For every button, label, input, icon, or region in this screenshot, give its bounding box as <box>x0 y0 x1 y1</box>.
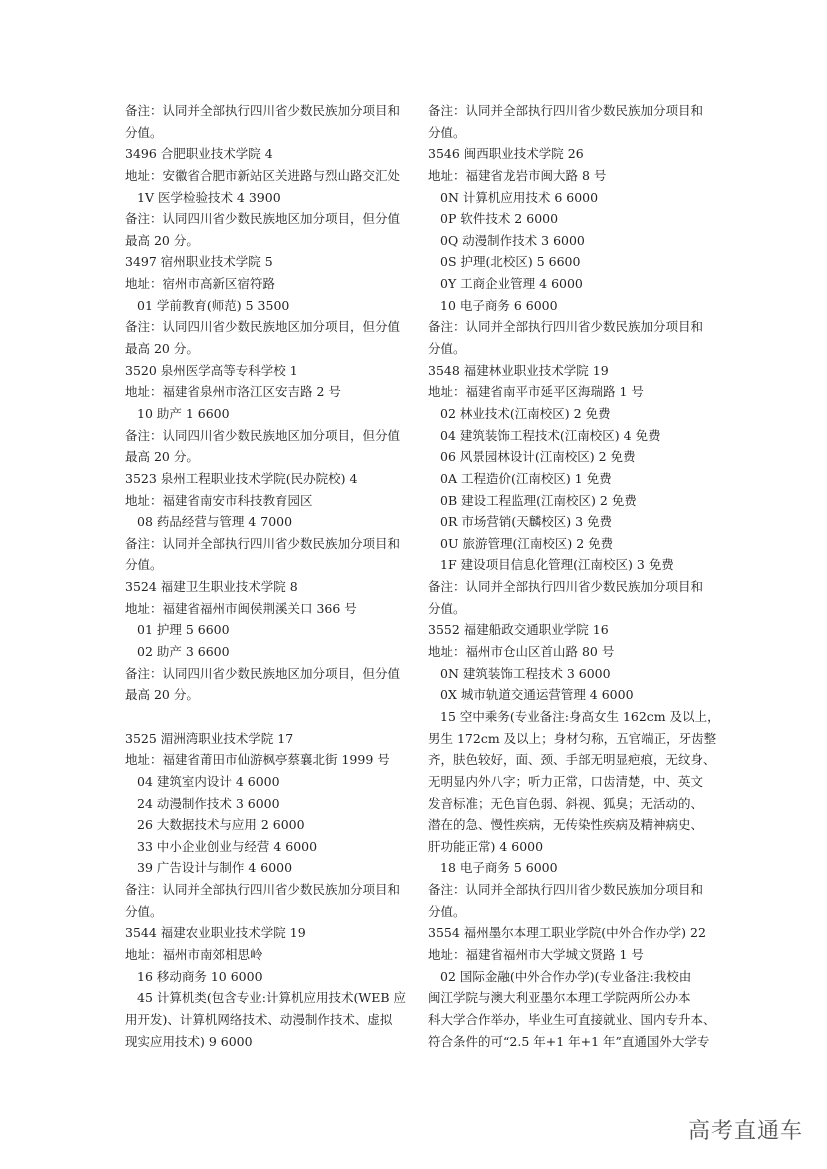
text-line: 地址：安徽省合肥市新站区关进路与烈山路交汇处 <box>125 167 401 183</box>
program-line: 39 广告设计与制作 4 6000 <box>137 860 293 876</box>
text-line <box>125 706 405 728</box>
text-line: 符合条件的可“2.5 年+1 年+1 年”直通国外大学专 <box>428 1033 710 1049</box>
text-line: 备注：认同四川省少数民族地区加分项目，但分值 <box>125 211 401 227</box>
program-line: 24 动漫制作技术 3 6000 <box>137 795 280 811</box>
program-line: 02 林业技术(江南校区) 2 免费 <box>440 405 611 421</box>
text-line: 备注：认同四川省少数民族地区加分项目，但分值 <box>125 665 401 681</box>
text-line: 备注：认同并全部执行四川省少数民族加分项目和 <box>428 103 704 118</box>
text-line: 地址：福建省南安市科技教育园区 <box>125 492 313 508</box>
program-line: 33 中小企业创业与经营 4 6000 <box>137 838 318 854</box>
text-line: 地址：福建省泉州市洛江区安吉路 2 号 <box>125 384 341 400</box>
text-line: 备注：认同并全部执行四川省少数民族加分项目和 <box>428 319 704 335</box>
right-column <box>428 100 720 1052</box>
program-line: 0N 计算机应用技术 6 6000 <box>440 189 599 205</box>
text-line: 齐，肤色较好，面、颈、手部无明显疤痕，无纹身、 <box>428 752 716 768</box>
text-line: 3552 福建船政交通职业学院 16 <box>428 622 609 638</box>
text-line: 地址：福州市南郊相思岭 <box>125 946 263 962</box>
text-line: 闽江学院与澳大利亚墨尔本理工学院两所公办本 <box>428 990 691 1006</box>
program-line: 0Q 动漫制作技术 3 6000 <box>440 232 585 248</box>
program-line: 01 学前教育(师范) 5 3500 <box>137 297 290 313</box>
text-line: 分值。 <box>125 903 163 919</box>
text-line: 地址：福建省福州市大学城文贤路 1 号 <box>428 946 644 962</box>
text-line: 3497 宿州职业技术学院 5 <box>125 254 273 270</box>
program-line: 18 电子商务 5 6000 <box>440 860 558 876</box>
text-line: 分值。 <box>125 124 163 140</box>
program-line: 16 移动商务 10 6000 <box>137 968 263 984</box>
text-line: 3524 福建卫生职业技术学院 8 <box>125 579 298 595</box>
text-line: 分值。 <box>125 557 163 573</box>
text-line: 备注：认同四川省少数民族地区加分项目，但分值 <box>125 319 401 335</box>
text-line: 肝功能正常) 4 6000 <box>428 838 544 854</box>
program-line: 01 护理 5 6600 <box>137 622 230 638</box>
text-line: 地址：福建省龙岩市闽大路 8 号 <box>428 167 607 183</box>
text-line: 现实应用技术) 9 6000 <box>125 1033 253 1049</box>
program-line: 0A 工程造价(江南校区) 1 免费 <box>440 470 612 486</box>
text-line: 3523 泉州工程职业技术学院(民办院校) 4 <box>125 470 358 486</box>
text-line: 地址：福建省莆田市仙游枫亭蔡襄北街 1999 号 <box>125 752 390 768</box>
program-line: 08 药品经营与管理 4 7000 <box>137 514 293 530</box>
program-line: 0R 市场营销(天麟校区) 3 免费 <box>440 514 612 530</box>
program-line: 10 助产 1 6600 <box>137 405 230 421</box>
text-line: 备注：认同并全部执行四川省少数民族加分项目和 <box>428 579 704 595</box>
text-line: 3496 合肥职业技术学院 4 <box>125 146 273 162</box>
program-line: 45 计算机类(包含专业:计算机应用技术(WEB 应 <box>137 990 406 1006</box>
text-line: 地址：福州市仓山区首山路 80 号 <box>428 644 615 660</box>
text-line: 科大学合作举办，毕业生可直接就业、国内专升本、 <box>428 1011 716 1027</box>
text-line: 地址：福建省福州市闽侯荆溪关口 366 号 <box>125 600 357 616</box>
program-line: 0Y 工商企业管理 4 6000 <box>440 276 583 292</box>
text-line: 备注：认同并全部执行四川省少数民族加分项目和 <box>428 882 704 898</box>
program-line: 15 空中乘务(专业备注:身高女生 162cm 及以上， <box>440 708 720 724</box>
left-column <box>125 100 405 1052</box>
program-line: 04 建筑室内设计 4 6000 <box>137 773 280 789</box>
program-line: 0X 城市轨道交通运营管理 4 6000 <box>440 687 634 703</box>
text-line: 分值。 <box>428 341 466 357</box>
text-line: 3520 泉州医学高等专科学校 1 <box>125 362 298 378</box>
text-line: 无明显内外八字；听力正常，口齿清楚，中、英文 <box>428 773 704 789</box>
program-line: 1F 建设项目信息化管理(江南校区) 3 免费 <box>440 557 674 573</box>
text-line: 分值。 <box>428 600 466 616</box>
text-line: 3546 闽西职业技术学院 26 <box>428 146 584 162</box>
text-line: 最高 20 分。 <box>125 232 199 248</box>
text-line: 潜在的急、慢性疾病，无传染性疾病及精神病史、 <box>428 817 704 833</box>
text-line: 最高 20 分。 <box>125 687 199 703</box>
text-line: 3554 福州墨尔本理工职业学院(中外合作办学) 22 <box>428 925 706 941</box>
text-line: 备注：认同并全部执行四川省少数民族加分项目和 <box>125 882 401 898</box>
text-line: 3544 福建农业职业技术学院 19 <box>125 925 306 941</box>
program-line: 06 风景园林设计(江南校区) 2 免费 <box>440 449 636 465</box>
text-line: 分值。 <box>428 903 466 919</box>
program-line: 0N 建筑装饰工程技术 3 6000 <box>440 665 611 681</box>
text-line: 最高 20 分。 <box>125 449 199 465</box>
text-line: 男生 172cm 及以上；身材匀称，五官端正，牙齿整 <box>428 730 717 746</box>
text-line: 分值。 <box>428 124 466 140</box>
text-line: 最高 20 分。 <box>125 341 199 357</box>
text-line: 地址：宿州市高新区宿符路 <box>125 276 276 292</box>
program-line: 0S 护理(北校区) 5 6600 <box>440 254 581 270</box>
program-line: 02 国际金融(中外合作办学)(专业备注:我校由 <box>440 968 692 984</box>
text-line: 发音标准；无色盲色弱、斜视、狐臭；无活动的、 <box>428 795 704 811</box>
text-line: 3525 湄洲湾职业技术学院 17 <box>125 730 294 746</box>
program-line: 0B 建设工程监理(江南校区) 2 免费 <box>440 492 637 508</box>
program-line: 02 助产 3 6600 <box>137 644 230 660</box>
program-line: 10 电子商务 6 6000 <box>440 297 558 313</box>
program-line: 1V 医学检验技术 4 3900 <box>137 189 281 205</box>
text-line: 备注：认同并全部执行四川省少数民族加分项目和 <box>125 535 401 551</box>
watermark-logo: 高考直通车 <box>688 1119 804 1144</box>
program-line: 04 建筑装饰工程技术(江南校区) 4 免费 <box>440 427 661 443</box>
program-line: 0U 旅游管理(江南校区) 2 免费 <box>440 535 614 551</box>
text-line: 3548 福建林业职业技术学院 19 <box>428 362 609 378</box>
program-line: 0P 软件技术 2 6000 <box>440 211 559 227</box>
text-line: 备注：认同并全部执行四川省少数民族加分项目和 <box>125 103 401 118</box>
text-line: 地址：福建省南平市延平区海瑞路 1 号 <box>428 384 644 400</box>
program-line: 26 大数据技术与应用 2 6000 <box>137 817 305 833</box>
text-line: 备注：认同四川省少数民族地区加分项目，但分值 <box>125 427 401 443</box>
text-line: 用开发)、计算机网络技术、动漫制作技术、虚拟 <box>125 1011 393 1027</box>
